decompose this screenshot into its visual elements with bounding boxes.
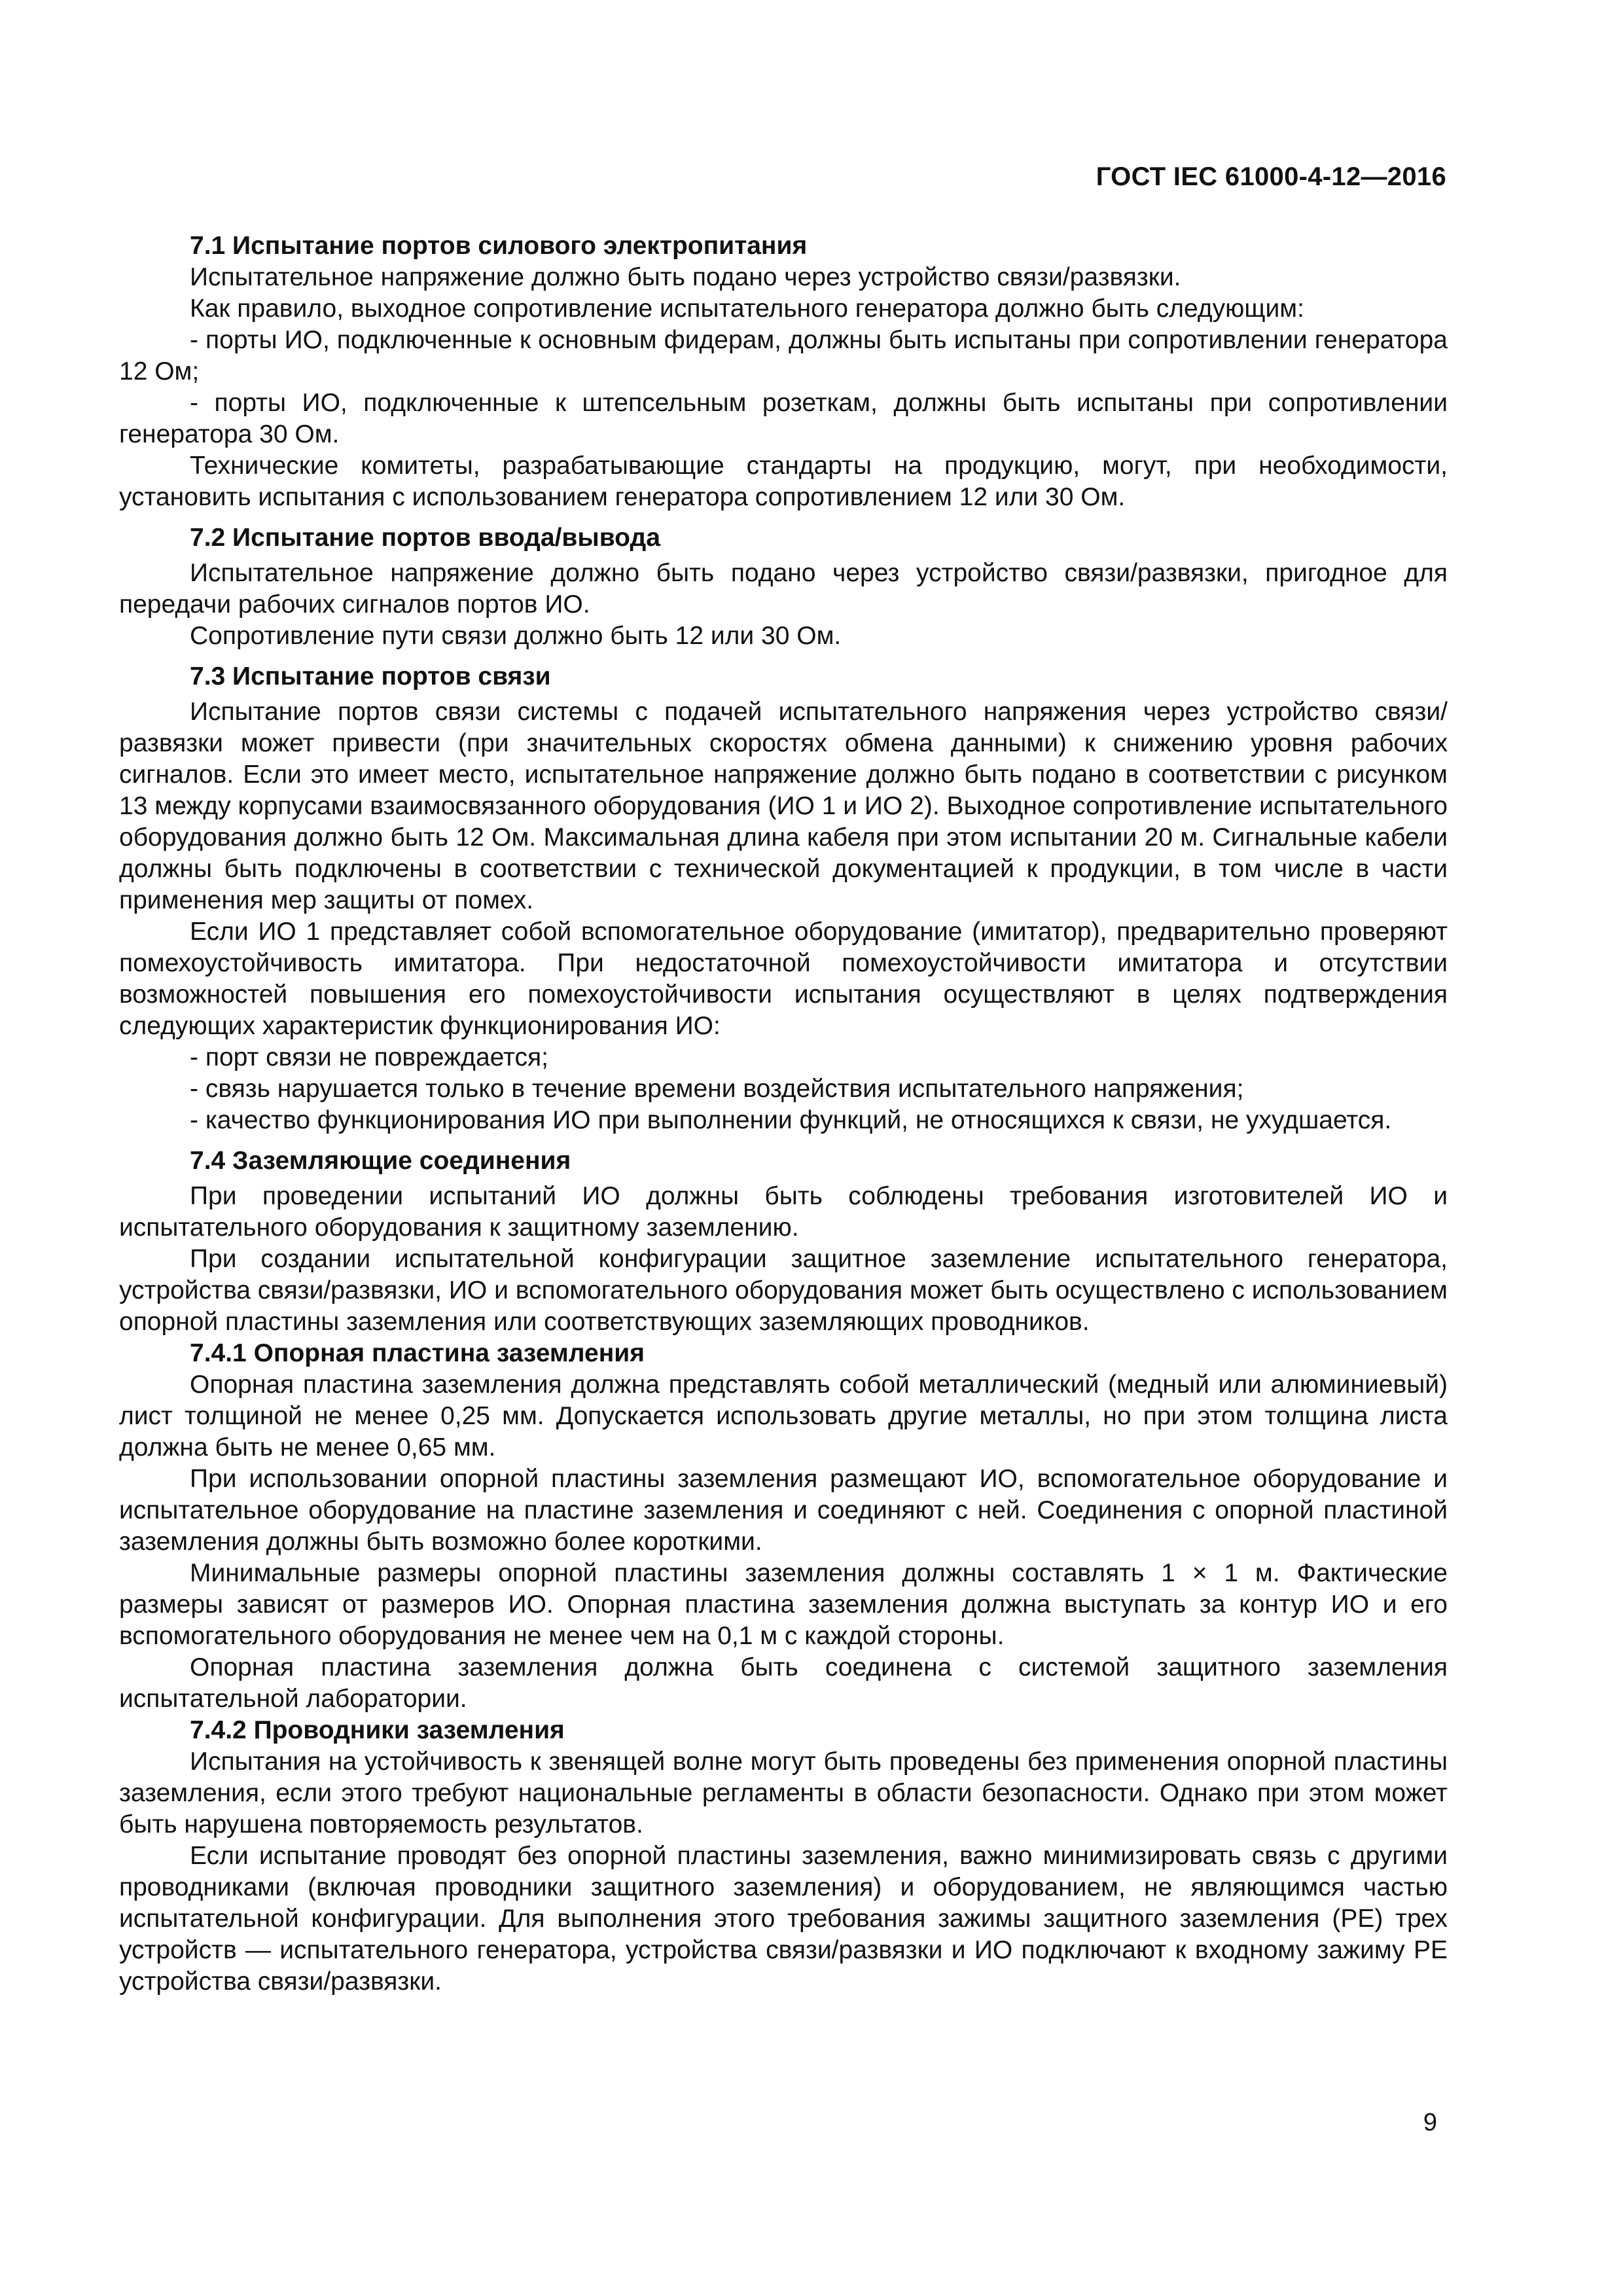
paragraph: Минимальные размеры опорной пластины заземления должны составлять 1 × 1 м. Фактические размеры зависят от размеров ИО. Опорная пластина заземления должна выступать за контур ИО и его вспомогательного оборудования не менее чем на 0,1 м с каждой стороны. bbox=[119, 1559, 1448, 1650]
list-item: - связь нарушается только в течение времени воздействия испытательного напряжения; bbox=[190, 1075, 1244, 1103]
paragraph: Испытания на устойчивость к звенящей волне могут быть проведены без применения опорной пластины заземления, если этого требуют национальные регламенты в области безопасности. Однако при этом может быть нарушена повторяемость результатов. bbox=[119, 1748, 1448, 1839]
paragraph: При проведении испытаний ИО должны быть соблюдены требования изготовителей ИО и испытательного оборудования к защитному заземлению. bbox=[119, 1182, 1448, 1242]
section-heading-7-2: 7.2 Испытание портов ввода/вывода bbox=[190, 524, 660, 552]
list-item: - порты ИО, подключенные к основным фидерам, должны быть испытаны при сопротивлении генератора 12 Ом; bbox=[119, 326, 1448, 386]
list-item: - порты ИО, подключенные к штепсельным розеткам, должны быть испытаны при сопротивлении генератора 30 Ом. bbox=[119, 389, 1448, 448]
page-number: 9 bbox=[1423, 2109, 1437, 2136]
paragraph: Испытательное напряжение должно быть подано через устройство связи/развязки. bbox=[190, 263, 1181, 291]
section-heading-7-3: 7.3 Испытание портов связи bbox=[190, 662, 551, 691]
section-heading-7-4: 7.4 Заземляющие соединения bbox=[190, 1147, 571, 1175]
document-code-header: ГОСТ IEC 61000-4-12—2016 bbox=[1096, 162, 1446, 191]
paragraph: При использовании опорной пластины заземления размещают ИО, вспомогательное оборудование и испытательное оборудование на пластине заземления и соединяют с ней. Соединения с опорной пластиной заземления должны быть возможно более короткими. bbox=[119, 1465, 1448, 1556]
paragraph: Испытание портов связи системы с подачей испытательного напряжения через устройство связи/развязки может привести (при значительных скоростях обмена данными) к снижению уровня рабочих сигналов. Если это имеет место, испытательное напряжение должно быть подано в соответствии с рисунком 13 между корпусами взаимосвязанного оборудования (ИО 1 и ИО 2). Выходное сопротивление испытательного оборудования должно быть 12 Ом. Максимальная длина кабеля при этом испытании 20 м. Сигнальные кабели должны быть подключены в соответствии с технической документацией к продукции, в том числе в части применения мер защиты от помех. bbox=[119, 698, 1448, 914]
paragraph: Испытательное напряжение должно быть подано через устройство связи/развязки, пригодное для передачи рабочих сигналов портов ИО. bbox=[119, 559, 1448, 619]
section-heading-7-4-2: 7.4.2 Проводники заземления bbox=[190, 1716, 565, 1744]
list-item: - порт связи не повреждается; bbox=[190, 1043, 548, 1071]
paragraph: Опорная пластина заземления должна представлять собой металлический (медный или алюминиевый) лист толщиной не менее 0,25 мм. Допускается использовать другие металлы, но при этом толщина листа должна быть не менее 0,65 мм. bbox=[119, 1371, 1448, 1462]
paragraph: Опорная пластина заземления должна быть соединена с системой защитного заземления испытательной лаборатории. bbox=[119, 1653, 1448, 1713]
section-heading-7-1: 7.1 Испытание портов силового электропитания bbox=[190, 232, 808, 260]
document-body bbox=[119, 230, 1448, 1998]
paragraph: При создании испытательной конфигурации защитное заземление испытательного генератора, устройства связи/развязки, ИО и вспомогательного оборудования может быть осуществлено с использованием опорной пластины заземления или соответствующих заземляющих проводников. bbox=[119, 1245, 1448, 1336]
paragraph: Сопротивление пути связи должно быть 12 или 30 Ом. bbox=[190, 622, 842, 650]
paragraph: Как правило, выходное сопротивление испытательного генератора должно быть следующим: bbox=[190, 295, 1304, 323]
paragraph: Если испытание проводят без опорной пластины заземления, важно минимизировать связь с другими проводниками (включая проводники защитного заземления) и оборудованием, не являющимся частью испытательной конфигурации. Для выполнения этого требования зажимы защитного заземления (PE) трех устройств — испытательного генератора, устройства связи/развязки и ИО подключают к входному зажиму PE устройства связи/развязки. bbox=[119, 1842, 1448, 1996]
paragraph: Если ИО 1 представляет собой вспомогательное оборудование (имитатор), предварительно проверяют помехоустойчивость имитатора. При недостаточной помехоустойчивости имитатора и отсутствии возможностей повышения его помехоустойчивости испытания осуществляют в целях подтверждения следующих характеристик функционирования ИО: bbox=[119, 918, 1448, 1040]
section-heading-7-4-1: 7.4.1 Опорная пластина заземления bbox=[190, 1339, 645, 1367]
paragraph: Технические комитеты, разрабатывающие стандарты на продукцию, могут, при необходимости, установить испытания с использованием генератора сопротивлением 12 или 30 Ом. bbox=[119, 452, 1448, 511]
list-item: - качество функционирования ИО при выполнении функций, не относящихся к связи, не ухудшается. bbox=[190, 1106, 1392, 1134]
